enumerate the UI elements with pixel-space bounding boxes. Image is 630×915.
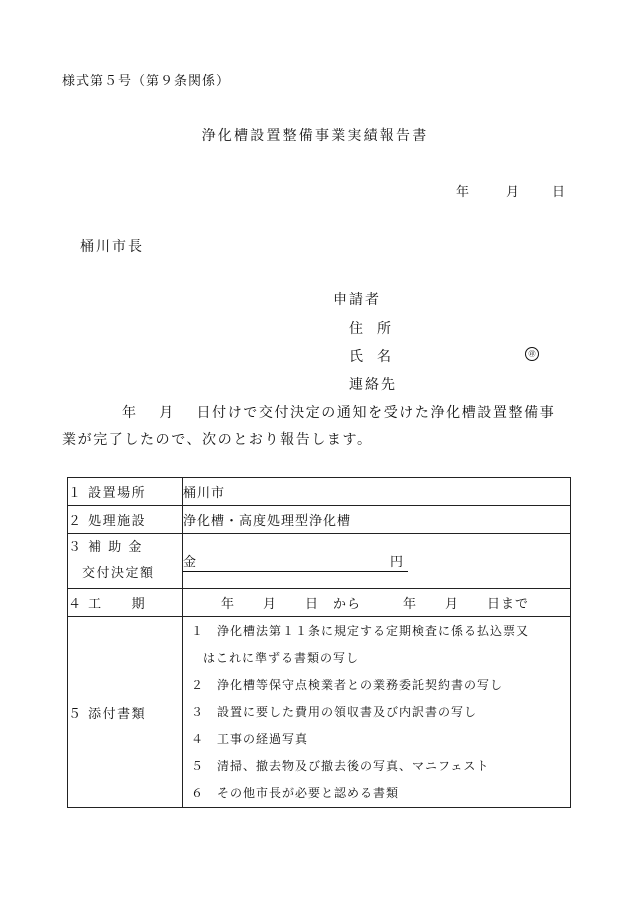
document-title: 浄化槽設置整備事業実績報告書 xyxy=(201,128,429,144)
contact-label: 連絡先 xyxy=(349,377,397,393)
construction-period-value: 年 月 日 から 年 月 日まで xyxy=(183,589,571,617)
report-body xyxy=(62,400,572,454)
applicant-heading: 申請者 xyxy=(333,292,381,308)
name-label: 氏 名 xyxy=(349,349,391,365)
installation-site-value: 桶川市 xyxy=(183,478,571,506)
money-field xyxy=(183,551,408,572)
table-row xyxy=(68,506,571,534)
table-row xyxy=(68,617,571,808)
subsidy-label-line1: ３ 補 助 金 xyxy=(68,540,143,555)
treatment-facility-label: ２ 処理施設 xyxy=(68,506,183,534)
subsidy-label-line2: 交付決定額 xyxy=(82,566,155,581)
subsidy-amount-value xyxy=(183,534,571,589)
installation-site-label: １ 設置場所 xyxy=(68,478,183,506)
attachments-list xyxy=(183,617,571,808)
seal-mark: ㊞ xyxy=(525,347,539,361)
list-item: ２ 浄化槽等保守点検業者との業務委託契約書の写し xyxy=(191,677,504,692)
list-item: ５ 清掃、撤去物及び撤去後の写真、マニフェスト xyxy=(191,758,490,773)
body-line1: 年 月 日付けで交付決定の通知を受けた浄化槽設置整備事 xyxy=(122,405,556,421)
money-suffix: 円 xyxy=(389,554,404,570)
date-year: 年 xyxy=(456,185,470,200)
table-row xyxy=(68,534,571,589)
date-day: 日 xyxy=(552,185,566,200)
subsidy-amount-label xyxy=(68,534,183,589)
attachments-label: ５ 添付書類 xyxy=(68,617,183,808)
money-prefix: 金 xyxy=(183,554,198,570)
addressee: 桶川市長 xyxy=(80,239,144,255)
list-item: ６ その他市長が必要と認める書類 xyxy=(191,785,400,800)
report-table xyxy=(67,477,571,808)
list-item: ３ 設置に要した費用の領収書及び内訳書の写し xyxy=(191,704,478,719)
date-line xyxy=(456,181,565,200)
date-month: 月 xyxy=(506,185,520,200)
construction-period-label: ４ 工 期 xyxy=(68,589,183,617)
table-row xyxy=(68,478,571,506)
treatment-facility-value: 浄化槽・高度処理型浄化槽 xyxy=(183,506,571,534)
list-item: １ 浄化槽法第１１条に規定する定期検査に係る払込票又 xyxy=(191,623,530,638)
form-number: 様式第５号（第９条関係） xyxy=(62,74,231,89)
list-item: はこれに準ずる書類の写し xyxy=(203,650,360,665)
list-item: ４ 工事の経過写真 xyxy=(191,731,309,746)
address-label: 住 所 xyxy=(349,321,391,337)
body-line2: 業が完了したので、次のとおり報告します。 xyxy=(62,432,373,448)
table-row xyxy=(68,589,571,617)
